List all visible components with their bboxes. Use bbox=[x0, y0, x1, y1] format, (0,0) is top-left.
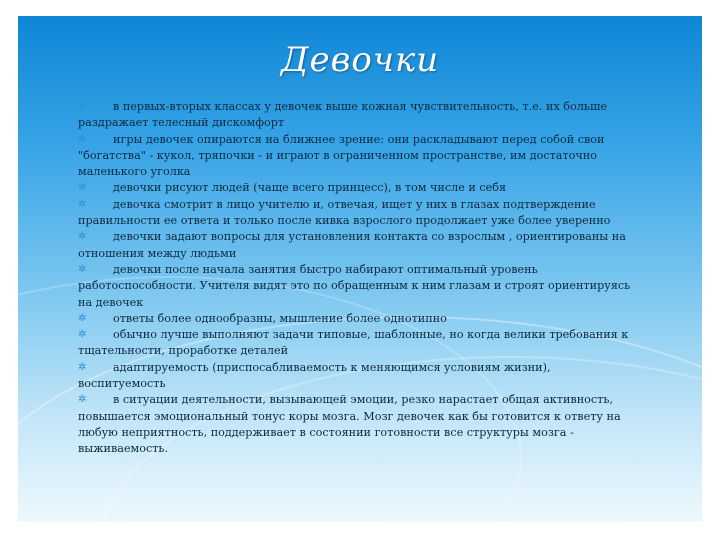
slide-title: Девочки bbox=[280, 40, 440, 80]
list-item: ✲ девочка смотрит в лицо учителю и, отвечая, ищет у них в глазах подтверждение правильности ее ответа и только после кивка взрослого продолжает уже более уверенно bbox=[78, 197, 611, 228]
bullet-icon: ✲ bbox=[78, 329, 87, 341]
bullet-icon: ✲ bbox=[78, 133, 87, 145]
list-item: ✲ ответы более однообразны, мышление более однотипно bbox=[78, 311, 638, 327]
bullet-icon: ✲ bbox=[78, 198, 87, 210]
list-item: ✲ девочки задают вопросы для установления контакта со взрослым , ориентированы на отношения между людьми bbox=[78, 230, 626, 260]
bullet-icon: ✲ bbox=[78, 312, 87, 324]
list-item: ✲ девочки рисуют людей (чаще всего принцесс), в том числе и себя bbox=[78, 180, 638, 196]
list-item: ✲ девочки после начала занятия быстро набирают оптимальный уровень работоспособности. Учителя видят это по обращенным к ним глазам и строят ориентируясь на девочек bbox=[78, 262, 631, 309]
list-item: ✲ в ситуации деятельности, вызывающей эмоции, резко нарастает общая активность, повышается эмоциональный тонус коры мозга. Мозг девочек как бы готовится к ответу на любую неприятность, поддерживает в состоянии готовности все структуры мозга - выживаемость. bbox=[78, 393, 621, 456]
bullet-list bbox=[78, 99, 638, 458]
bullet-icon: ✲ bbox=[78, 263, 87, 275]
bullet-icon: ✲ bbox=[78, 101, 87, 112]
bullet-icon: ✲ bbox=[78, 231, 87, 243]
bullet-icon: ✲ bbox=[78, 361, 87, 373]
list-item: ✲ обычно лучше выполняют задачи типовые, шаблонные, но когда велики требования к тщательности, проработке деталей bbox=[78, 328, 629, 358]
bullet-icon: ✲ bbox=[78, 182, 87, 194]
bullet-icon: ✲ bbox=[78, 394, 87, 406]
list-item: ✲ адаптируемость (приспосабливаемость к меняющимся условиям жизни), воспитуемость bbox=[78, 360, 551, 391]
list-item: ✲ игры девочек опираются на ближнее зрение: они раскладывают перед собой свои "богатства" - кукол, тряпочки - и играют в ограниченном пространстве, им достаточно маленького уголка bbox=[78, 132, 605, 179]
list-item: ✲ в первых-вторых классах у девочек выше кожная чувствительность, т.е. их больше раздражает телесный дискомфорт bbox=[78, 100, 607, 130]
